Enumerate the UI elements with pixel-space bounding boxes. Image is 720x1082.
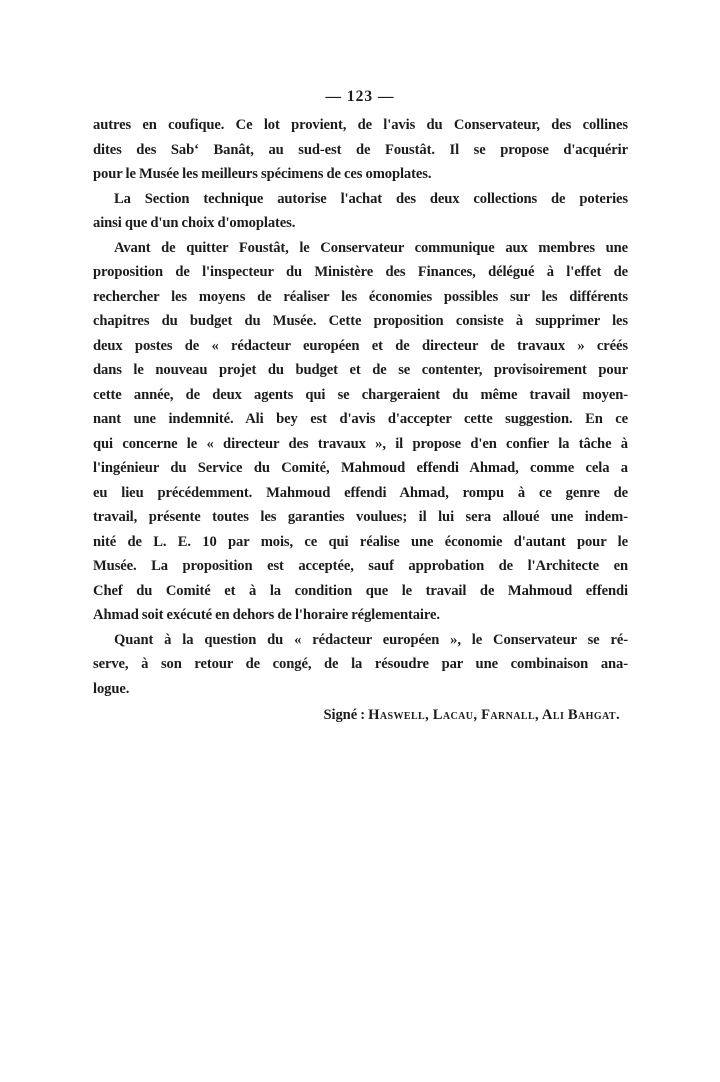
text-line: qui concerne le « directeur des travaux », il propose d'en confier la tâche à <box>93 435 628 452</box>
text-line: chapitres du budget du Musée. Cette proposition consiste à supprimer les <box>93 313 628 329</box>
text-body <box>93 113 628 728</box>
text-line: l'ingénieur du Service du Comité, Mahmoud effendi Ahmad, comme cela a <box>93 460 628 476</box>
text-line: nant une indemnité. Ali bey est d'avis d'accepter cette suggestion. En ce <box>93 411 628 427</box>
text-line: logue. <box>93 680 130 697</box>
text-line: dans le nouveau projet du budget et de se contenter, provisoirement pour <box>93 362 628 378</box>
signature-line <box>93 703 628 728</box>
text-line: proposition de l'inspecteur du Ministère des Finances, délégué à l'effet de <box>93 264 628 280</box>
text-line: Quant à la question du « rédacteur européen », le Conservateur se ré- <box>114 631 628 648</box>
text-line: nité de L. E. 10 par mois, ce qui réalise une économie d'autant pour le <box>93 533 628 550</box>
text-line: cette année, de deux agents qui se chargeraient du même travail moyen- <box>93 386 628 403</box>
signature-names: Haswell, Lacau, Farnall, Ali Bahgat. <box>368 707 620 723</box>
text-line: Avant de quitter Foustât, le Conservateur communique aux membres une <box>114 239 628 256</box>
page-number: — 123 — <box>325 88 395 105</box>
text-line: dites des Sab‘ Banât, au sud-est de Foustât. Il se propose d'acquérir <box>93 141 628 158</box>
text-line: eu lieu précédemment. Mahmoud effendi Ahmad, rompu à ce genre de <box>93 484 628 501</box>
signature-prefix: Signé : <box>323 707 369 723</box>
text-line: ainsi que d'un choix d'omoplates. <box>93 215 296 231</box>
text-line: La Section technique autorise l'achat des deux collections de poteries <box>114 190 628 207</box>
text-line: deux postes de « rédacteur européen et de directeur de travaux » créés <box>93 337 628 354</box>
text-line: Musée. La proposition est acceptée, sauf approbation de l'Architecte en <box>93 558 628 574</box>
text-line: travail, présente toutes les garanties voulues; il lui sera alloué une indem- <box>93 509 628 525</box>
text-line: Ahmad soit exécuté en dehors de l'horaire réglementaire. <box>93 607 440 623</box>
text-line: rechercher les moyens de réaliser les économies possibles sur les différents <box>93 288 628 305</box>
text-line: pour le Musée les meilleurs spécimens de ces omoplates. <box>93 166 432 182</box>
text-line: Chef du Comité et à la condition que le travail de Mahmoud effendi <box>93 582 628 599</box>
text-line: autres en coufique. Ce lot provient, de l'avis du Conservateur, des collines <box>93 117 628 133</box>
text-line: serve, à son retour de congé, de la résoudre par une combinaison ana- <box>93 656 628 672</box>
